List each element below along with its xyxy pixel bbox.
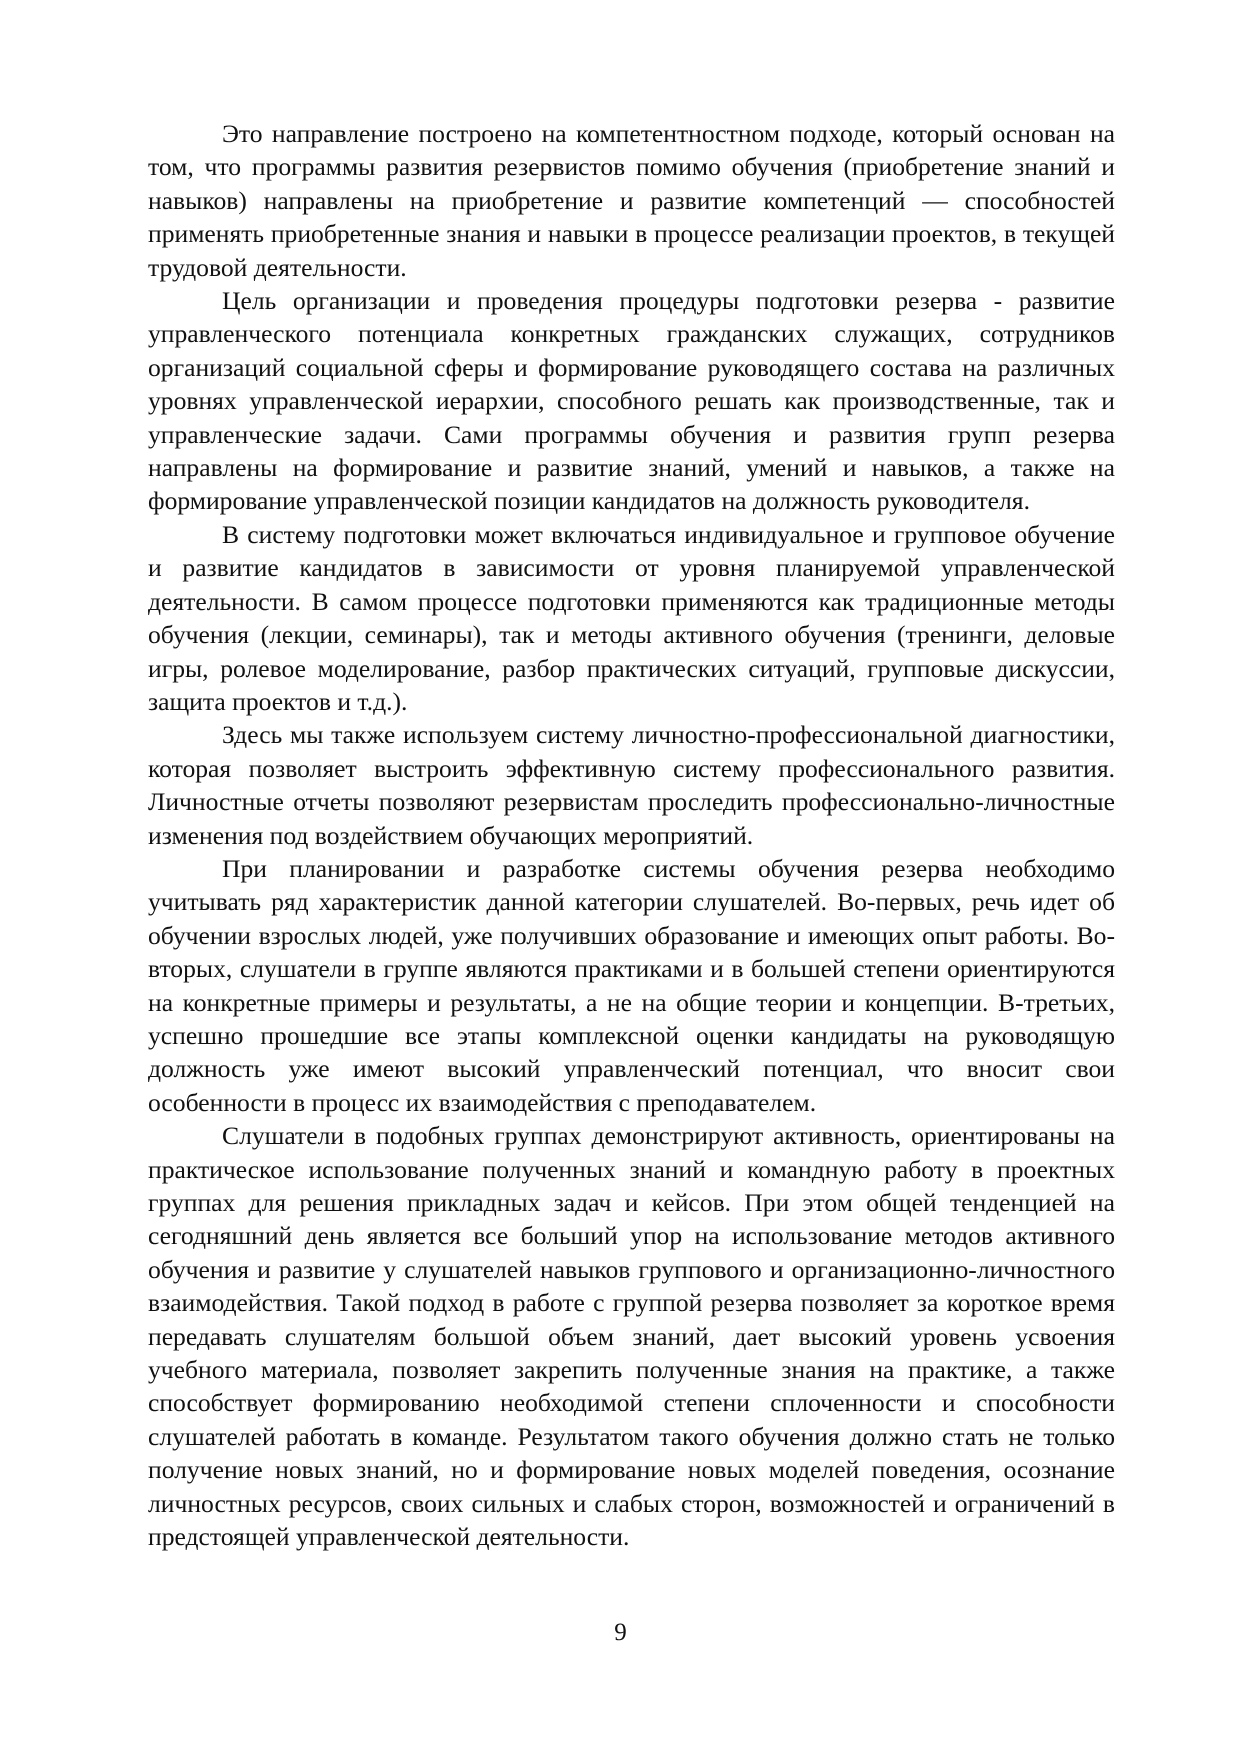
paragraph-diagnostics: Здесь мы также используем систему личностно-профессиональной диагностики, которая позволяет выстроить эффективную систему профессионального развития. Личностные отчеты позволяют резервистам проследить профессионально-личностные изменения под воздействием обучающих мероприятий.: [148, 720, 1115, 850]
paragraph-learner-characteristics: При планировании и разработке системы обучения резерва необходимо учитывать ряд характеристик данной категории слушателей. Во-первых, речь идет об обучении взрослых людей, уже получивших образование и имеющих опыт работы. Во-вторых, слушатели в группе являются практиками и в большей степени ориентируются на конкретные примеры и результаты, а не на общие теории и концепции. В-третьих, успешно прошедшие все этапы комплексной оценки кандидаты на руководящую должность уже имеют высокий управленческий потенциал, что вносит свои особенности в процесс их взаимодействия с преподавателем.: [148, 853, 1115, 1117]
paragraph-training-methods: В систему подготовки может включаться индивидуальное и групповое обучение и развитие кандидатов в зависимости от уровня планируемой управленческой деятельности. В самом процессе подготовки применяются как традиционные методы обучения (лекции, семинары), так и методы активного обучения (тренинги, деловые игры, ролевое моделирование, разбор практических ситуаций, групповые дискуссии, защита проектов и т.д.).: [148, 519, 1115, 716]
paragraph-competency-approach: Это направление построено на компетентностном подходе, который основан на том, что программы развития резервистов помимо обучения (приобретение знаний и навыков) направлены на приобретение и развитие компетенций — способностей применять приобретенные знания и навыки в процессе реализации проектов, в текущей трудовой деятельности.: [148, 119, 1115, 282]
paragraph-reserve-goal: Цель организации и проведения процедуры подготовки резерва - развитие управленческого потенциала конкретных гражданских служащих, сотрудников организаций социальной сферы и формирование руководящего состава на различных уровнях управленческой иерархии, способного решать как производственные, так и управленческие задачи. Сами программы обучения и развития групп резерва направлены на формирование и развитие знаний, умений и навыков, а также на формирование управленческой позиции кандидатов на должность руководителя.: [148, 286, 1115, 516]
body-text: [148, 117, 1115, 1553]
page-number: 9: [614, 1619, 627, 1646]
paragraph-group-activity: Слушатели в подобных группах демонстрируют активность, ориентированы на практическое использование полученных знаний и командную работу в проектных группах для решения прикладных задач и кейсов. При этом общей тенденцией на сегодняшний день является все больший упор на использование методов активного обучения и развитие у слушателей навыков группового и организационно-личностного взаимодействия. Такой подход в работе с группой резерва позволяет за короткое время передавать слушателям большой объем знаний, дает высокий уровень усвоения учебного материала, позволяет закрепить полученные знания на практике, а также способствует формированию необходимой степени сплоченности и способности слушателей работать в команде. Результатом такого обучения должно стать не только получение новых знаний, но и формирование новых моделей поведения, осознание личностных ресурсов, своих сильных и слабых сторон, возможностей и ограничений в предстоящей управленческой деятельности.: [148, 1121, 1115, 1552]
